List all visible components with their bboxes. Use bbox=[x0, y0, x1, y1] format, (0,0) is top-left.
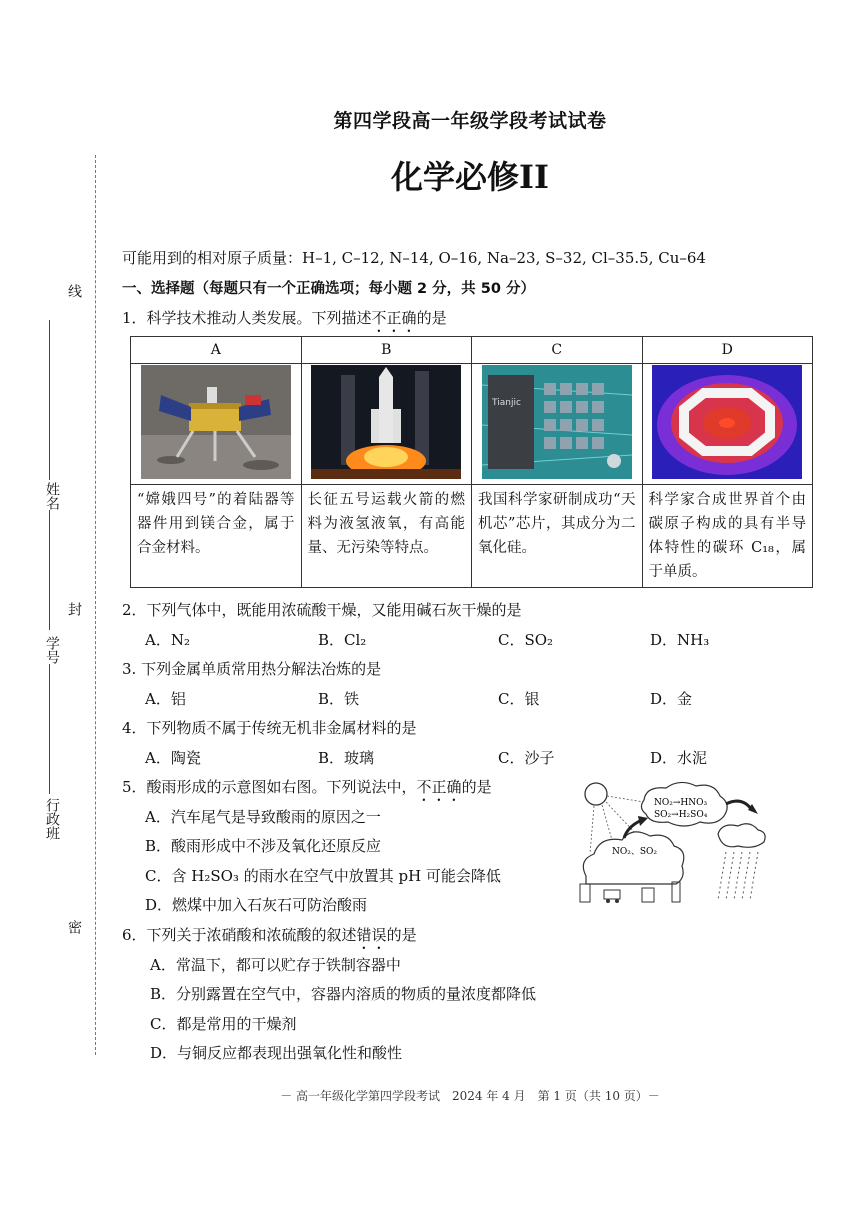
q6-option-b[interactable]: B．分别露置在空气中，容器内溶质的物质的量浓度都降低 bbox=[150, 985, 537, 1003]
tianjic-chip-image bbox=[482, 365, 632, 479]
col-header-a: A bbox=[131, 337, 302, 364]
q3-option-c[interactable]: C．银 bbox=[498, 690, 540, 708]
lunar-lander-image bbox=[141, 365, 291, 479]
q5-stem-end: 的是 bbox=[461, 778, 492, 796]
q5-option-a[interactable]: A．汽车尾气是导致酸雨的原因之一 bbox=[145, 808, 381, 826]
rocket-launch-image bbox=[311, 365, 461, 479]
q4-option-a[interactable]: A．陶瓷 bbox=[145, 749, 201, 767]
q1-emphasis: 不正确 bbox=[371, 309, 417, 327]
q2-option-a[interactable]: A．N₂ bbox=[145, 631, 190, 649]
q4-option-c[interactable]: C．沙子 bbox=[498, 749, 555, 767]
section-heading: 一、选择题（每题只有一个正确选项；每小题 2 分，共 50 分） bbox=[122, 281, 535, 297]
factory-icon bbox=[580, 884, 590, 902]
col-header-d: D bbox=[642, 337, 813, 364]
gas-label: NO₂、SO₂ bbox=[612, 847, 658, 857]
building-icon bbox=[642, 888, 654, 902]
option-text-d: 科学家合成世界首个由碳原子构成的具有半导体特性的碳环 C₁₈，属于单质。 bbox=[642, 485, 813, 588]
image-cell-c bbox=[472, 364, 643, 485]
exam-title: 第四学段高一年级学段考试试卷 bbox=[333, 110, 607, 132]
question-1-stem bbox=[122, 307, 447, 336]
col-header-b: B bbox=[301, 337, 472, 364]
image-cell-d bbox=[642, 364, 813, 485]
binding-line bbox=[95, 155, 96, 1055]
image-cell-b bbox=[301, 364, 472, 485]
q6-option-d[interactable]: D．与铜反应都表现出强氧化性和酸性 bbox=[150, 1044, 403, 1062]
q4-option-d[interactable]: D．水泥 bbox=[650, 749, 708, 767]
q5-emphasis: 不正确 bbox=[416, 778, 462, 796]
question-2-stem: 2．下列气体中，既能用浓硫酸干燥，又能用碱石灰干燥的是 bbox=[122, 601, 522, 619]
q2-option-d[interactable]: D．NH₃ bbox=[650, 631, 710, 649]
atomic-masses: 可能用到的相对原子质量：H–1, C–12, N–14, O–16, Na–23, S–32, Cl–35.5, Cu–64 bbox=[122, 249, 706, 267]
chip-label: Tianjic bbox=[491, 398, 521, 408]
truck-icon bbox=[604, 890, 620, 899]
q5-option-c[interactable]: C．含 H₂SO₃ 的雨水在空气中放置其 pH 可能会降低 bbox=[145, 867, 501, 885]
acid-rain-diagram bbox=[576, 774, 776, 906]
question-1-table bbox=[130, 336, 813, 588]
chimney-icon bbox=[672, 882, 680, 902]
q3-option-d[interactable]: D．金 bbox=[650, 690, 693, 708]
q2-option-c[interactable]: C．SO₂ bbox=[498, 631, 554, 649]
reaction-no2: NO₂→HNO₃ bbox=[654, 798, 708, 808]
question-5-stem bbox=[122, 776, 492, 805]
q4-option-b[interactable]: B．玻璃 bbox=[318, 749, 375, 767]
margin-label-id: 学号 bbox=[44, 636, 60, 664]
sun-icon bbox=[585, 783, 607, 805]
q6-emphasis: 错误 bbox=[356, 926, 387, 944]
col-header-c: C bbox=[472, 337, 643, 364]
name-field-line[interactable] bbox=[49, 320, 50, 480]
margin-label-mi: 密 bbox=[66, 920, 82, 934]
reaction-so2: SO₂→H₂SO₄ bbox=[654, 810, 708, 820]
q6-stem-end: 的是 bbox=[386, 926, 417, 944]
margin-label-feng: 封 bbox=[66, 602, 82, 616]
margin-label-xian: 线 bbox=[66, 284, 82, 298]
q6-stem-text: 6．下列关于浓硝酸和浓硫酸的叙述 bbox=[122, 926, 357, 944]
q5-stem-text: 5．酸雨形成的示意图如右图。下列说法中， bbox=[122, 778, 417, 796]
subject-title: 化学必修II bbox=[391, 158, 549, 196]
q6-option-c[interactable]: C．都是常用的干燥剂 bbox=[150, 1015, 297, 1033]
option-text-b: 长征五号运载火箭的燃料为液氢液氧，有高能量、无污染等特点。 bbox=[301, 485, 472, 588]
class-field-line[interactable] bbox=[49, 664, 50, 794]
option-text-c: 我国科学家研制成功“天机芯”芯片，其成分为二氧化硅。 bbox=[472, 485, 643, 588]
question-4-stem: 4．下列物质不属于传统无机非金属材料的是 bbox=[122, 719, 417, 737]
q1-stem-end: 的是 bbox=[416, 309, 447, 327]
question-6-stem bbox=[122, 924, 417, 953]
page-footer: － 高一年级化学第四学段考试 2024 年 4 月 第 1 页（共 10 页）－ bbox=[280, 1089, 660, 1103]
q6-option-a[interactable]: A．常温下，都可以贮存于铁制容器中 bbox=[150, 956, 401, 974]
smoke-cloud-icon bbox=[583, 832, 683, 884]
carbon-ring-image bbox=[652, 365, 802, 479]
option-text-a: “嫦娥四号”的着陆器等器件用到镁合金，属于合金材料。 bbox=[131, 485, 302, 588]
margin-label-name: 姓名 bbox=[44, 482, 60, 510]
q5-option-d[interactable]: D．燃煤中加入石灰石可防治酸雨 bbox=[145, 896, 368, 914]
q3-option-b[interactable]: B．铁 bbox=[318, 690, 360, 708]
rain-cloud-icon bbox=[718, 824, 765, 848]
id-field-line[interactable] bbox=[49, 510, 50, 630]
q3-option-a[interactable]: A．铝 bbox=[145, 690, 186, 708]
margin-label-class: 行政班 bbox=[44, 798, 60, 840]
image-cell-a bbox=[131, 364, 302, 485]
q2-option-b[interactable]: B．Cl₂ bbox=[318, 631, 367, 649]
q1-stem-text: 1．科学技术推动人类发展。下列描述 bbox=[122, 309, 372, 327]
q5-option-b[interactable]: B．酸雨形成中不涉及氧化还原反应 bbox=[145, 837, 382, 855]
question-3-stem: 3. 下列金属单质常用热分解法冶炼的是 bbox=[122, 660, 382, 678]
